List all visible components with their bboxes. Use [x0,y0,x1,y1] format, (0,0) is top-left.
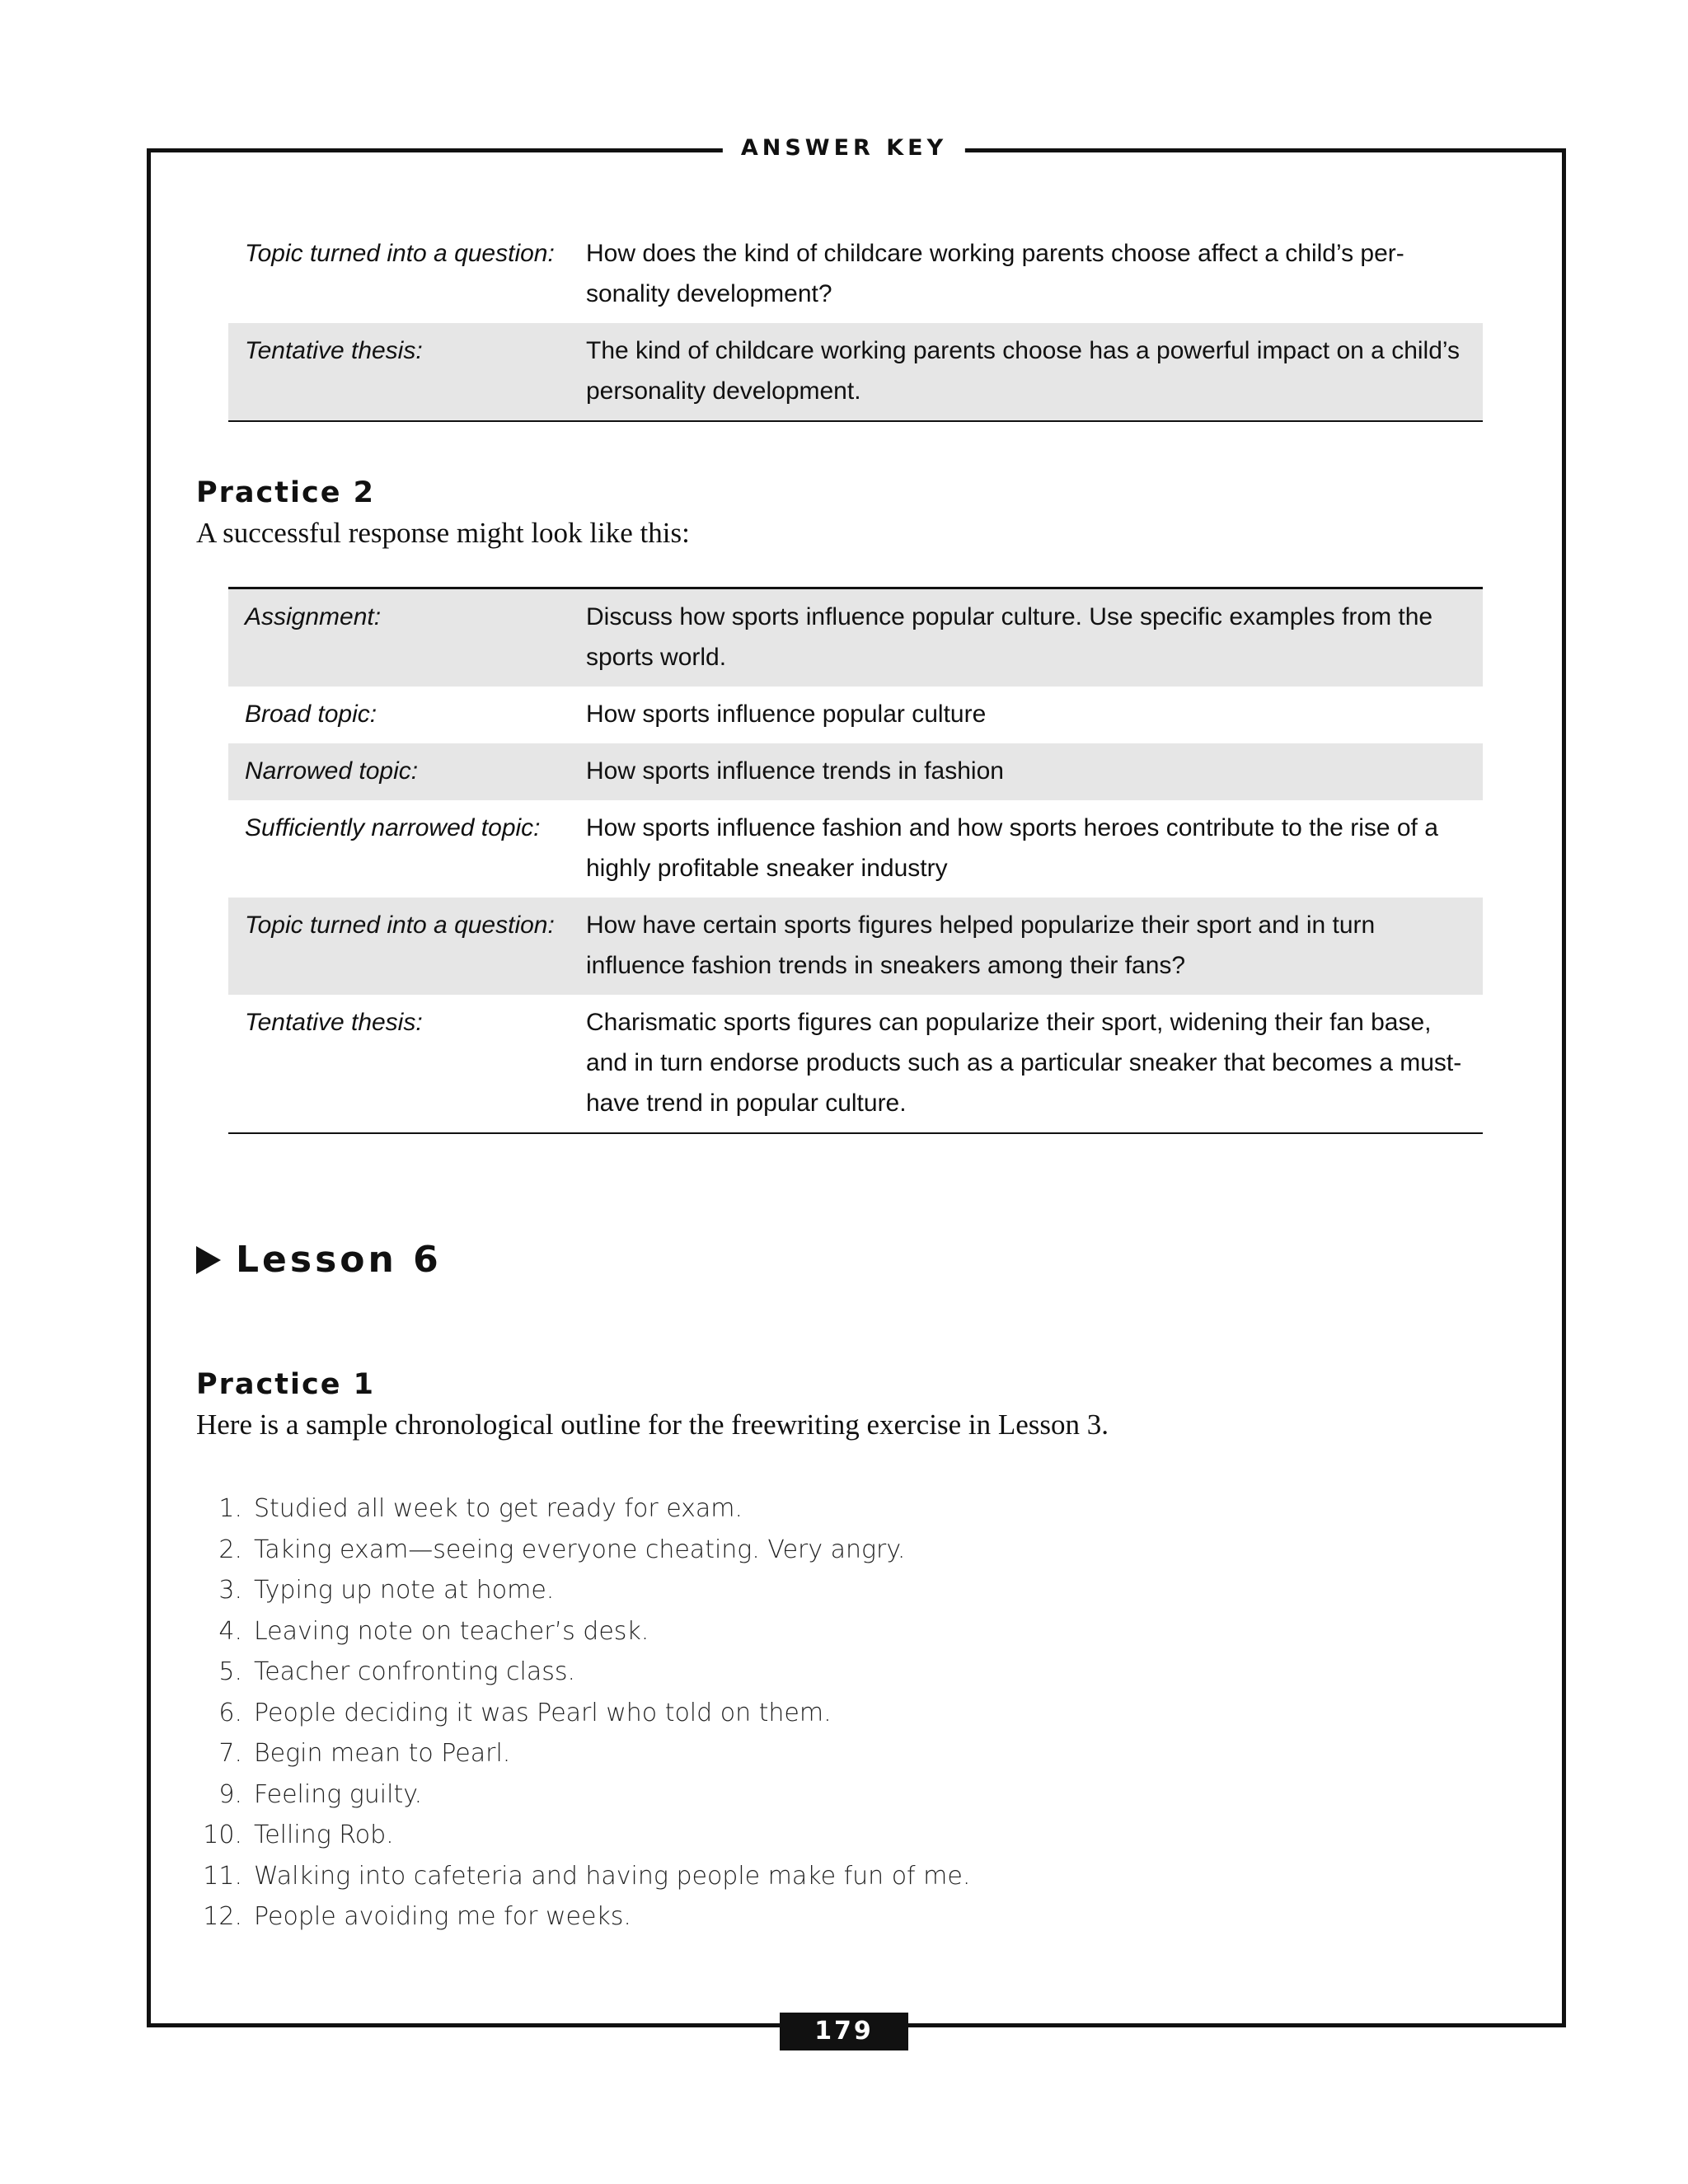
list-item [196,1530,970,1571]
list-item [196,1570,970,1611]
topic-table-continued [228,226,1483,422]
row-label: Sufficiently narrowed topic: [245,814,541,841]
item-text: Feeling guilty. [254,1779,423,1809]
list-item [196,1611,970,1652]
practice-1-heading: Practice 1 [196,1368,376,1401]
item-text: People deciding it was Pearl who told on them. [254,1698,832,1727]
item-number: 11. [203,1861,242,1891]
row-label: Tentative thesis: [245,1009,423,1036]
item-text: Studied all week to get ready for exam. [254,1494,743,1523]
row-value: How does the kind of childcare working parents choose affect a child’s per-sonality development? [586,240,1404,307]
item-number: 2. [218,1535,242,1564]
page-number: 179 [780,2013,908,2050]
item-text: Walking into cafeteria and having people make fun of me. [254,1861,971,1891]
row-value: How have certain sports figures helped popularize their sport and in turn influence fashion trends in sneakers among their fans? [555,898,1483,995]
item-text: Taking exam—seeing everyone cheating. Very angry. [254,1535,906,1564]
lesson-title: Lesson 6 [236,1239,442,1281]
item-text: People avoiding me for weeks. [254,1902,631,1931]
row-value: How sports influence trends in fashion [555,743,1483,800]
list-item [196,1733,970,1774]
table-row [228,898,1483,995]
table-row [228,588,1483,687]
item-number: 1. [218,1494,242,1523]
item-number: 10. [203,1821,242,1849]
practice-2-table [228,587,1483,1134]
item-text: Leaving note on teacher’s desk. [254,1616,649,1646]
answer-key-header: ANSWER KEY [723,132,965,165]
row-label: Narrowed topic: [228,743,555,800]
table-row [228,995,1483,1133]
item-number: 5. [218,1657,242,1686]
row-label: Tentative thesis: [228,323,555,421]
row-label: Topic turned into a question: [228,898,555,995]
triangle-right-icon [196,1246,221,1274]
item-number: 3. [218,1576,242,1605]
practice-2-heading: Practice 2 [196,476,376,509]
row-value: Charismatic sports figures can popularize their sport, widening their fan base, and in turn endorse products such as a particular sneaker that becomes a must-have trend in popular culture. [586,1009,1462,1117]
row-label: Broad topic: [245,701,377,728]
table-row [228,743,1483,800]
row-value: The kind of childcare working parents choose has a powerful impact on a child’s personality development. [555,323,1483,421]
item-text: Begin mean to Pearl. [254,1739,511,1768]
row-label: Topic turned into a question: [245,240,555,267]
item-number: 12. [203,1902,242,1931]
list-item [196,1488,970,1530]
list-item [196,1652,970,1693]
row-value: Discuss how sports influence popular culture. Use specific examples from the sports world. [555,588,1483,687]
chronological-outline [196,1488,970,1938]
row-value: How sports influence fashion and how sports heroes contribute to the rise of a highly profitable sneaker industry [586,814,1438,882]
item-text: Teacher confronting class. [254,1657,576,1686]
table-row [228,800,1483,898]
item-number: 7. [218,1739,242,1768]
item-number: 6. [218,1698,242,1727]
list-item [196,1693,970,1734]
list-item [196,1815,970,1856]
item-text: Telling Rob. [254,1821,394,1849]
row-value: How sports influence popular culture [586,701,987,728]
practice-2-intro: A successful response might look like this: [196,517,690,549]
table-row [228,687,1483,743]
list-item [196,1774,970,1816]
row-label: Assignment: [228,588,555,687]
lesson-heading [196,1233,442,1287]
item-number: 9. [218,1779,242,1809]
list-item [196,1896,970,1938]
item-text: Typing up note at home. [254,1576,555,1605]
list-item [196,1856,970,1897]
item-number: 4. [218,1616,242,1646]
practice-1-intro: Here is a sample chronological outline for the freewriting exercise in Lesson 3. [196,1408,1109,1441]
table-row [228,226,1483,323]
table-row [228,323,1483,421]
